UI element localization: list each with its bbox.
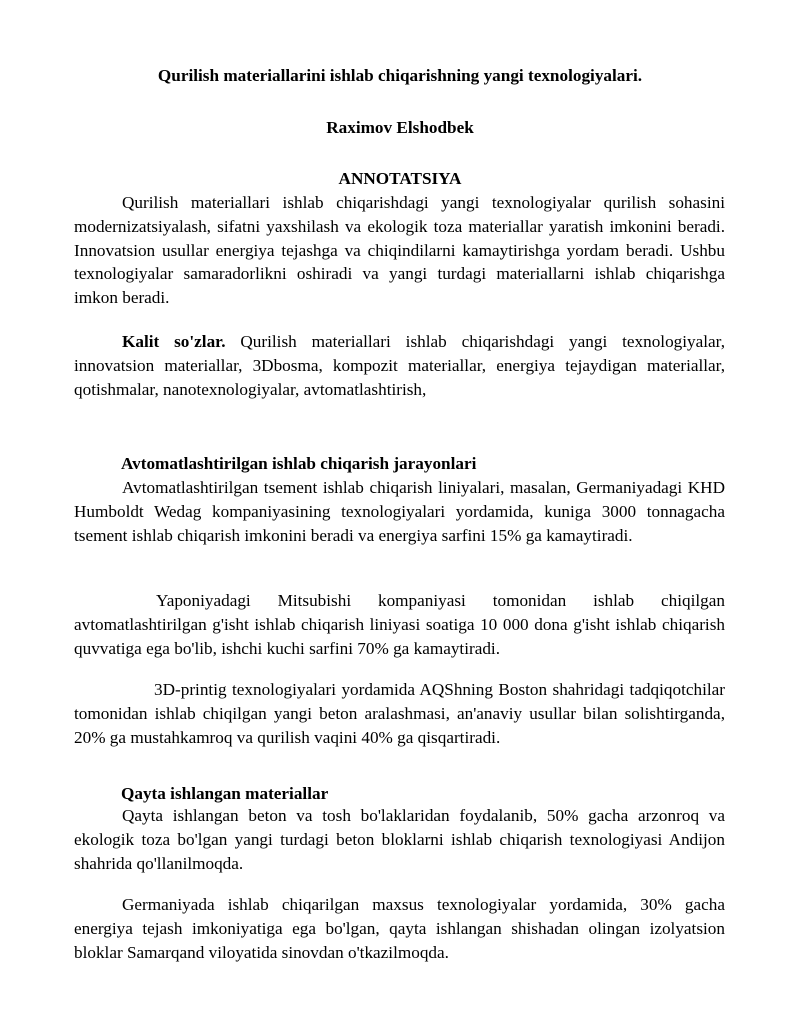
keywords-text: Qurilish materiallari ishlab chiqarishdagi yangi texnologiyalar, innovatsion materiallar, 3Dbosma, kompozit materiallar, energiya tejaydigan materiallar, qotishmalar, nanotexnologiyalar, avtomatlashtirish, [74, 332, 725, 399]
paper-title: Qurilish materiallarini ishlab chiqarishning yangi texnologiyalari. [157, 66, 643, 85]
section1-paragraph-2: Yaponiyadagi Mitsubishi kompaniyasi tomonidan ishlab chiqilgan avtomatlashtirilgan g'isht ishlab chiqarish liniyasi soatiga 10 000 dona g'isht ishlab chiqarish quvvatiga ega bo'lib, ishchi kuchi sarfini 70% ga kamaytiradi. [74, 591, 725, 658]
section1-paragraph-3: 3D-printig texnologiyalari yordamida AQShning Boston shahridagi tadqiqotchilar tomonidan ishlab chiqilgan yangi beton aralashmasi, an'anaviy usullar bilan solishtirganda, 20% ga mustahkamroq va qurilish vaqini 40% ga qisqartiradi. [74, 680, 725, 747]
keywords-paragraph [74, 330, 725, 401]
section1-paragraph-1: Avtomatlashtirilgan tsement ishlab chiqarish liniyalari, masalan, Germaniyadagi KHD Humboldt Wedag kompaniyasining texnologiyalari yordamida, kuniga 3000 tonnagacha tsement ishlab chiqarish imkonini beradi va energiya sarfini 15% ga kamaytiradi. [74, 478, 725, 545]
section2-paragraph-2: Germaniyada ishlab chiqarilgan maxsus texnologiyalar yordamida, 30% gacha energiya tejash imkoniyatiga ega bo'lgan, qayta ishlangan shishadan olingan izolyatsion bloklar Samarqand viloyatida sinovdan o'tkazilmoqda. [74, 895, 725, 962]
annotation-heading: ANNOTATSIYA [338, 169, 462, 188]
author-name: Raximov Elshodbek [326, 118, 474, 137]
section2-heading: Qayta ishlangan materiallar [121, 784, 329, 803]
annotation-paragraph: Qurilish materiallari ishlab chiqarishdagi yangi texnologiyalar qurilish sohasini modernizatsiyalash, sifatni yaxshilash va ekologik toza materiallar yaratish imkonini beradi. Innovatsion usullar energiya tejashga va chiqindilarni kamaytirishga yordam beradi. Ushbu texnologiyalar samaradorlikni oshiradi va yangi turdagi materiallarni ishlab chiqarishga imkon beradi. [74, 193, 725, 308]
keywords-label: Kalit so'zlar. [122, 332, 226, 351]
section1-heading: Avtomatlashtirilgan ishlab chiqarish jarayonlari [121, 454, 477, 473]
section2-paragraph-1: Qayta ishlangan beton va tosh bo'laklaridan foydalanib, 50% gacha arzonroq va ekologik toza bo'lgan yangi turdagi beton bloklarni ishlab chiqarish texnologiyasi Andijon shahrida qo'llanilmoqda. [74, 806, 725, 873]
